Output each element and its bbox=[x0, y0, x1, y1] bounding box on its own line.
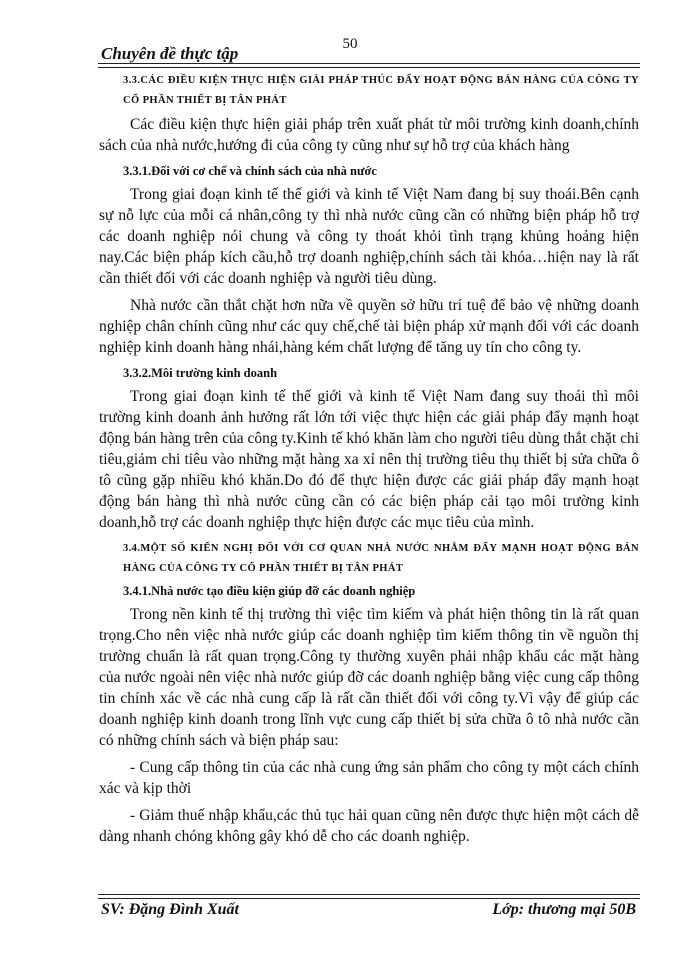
paragraph: Nhà nước cần thắt chặt hơn nữa về quyền sở hữu trí tuệ để bảo vệ những doanh nghiệp chân chính cũng như các quy chế,chế tài biện pháp xử mạnh đối với các doanh nghiệp kinh doanh hàng nhái,hàng kém chất lượng để tăng uy tín cho công ty. bbox=[99, 297, 639, 356]
footer-rule bbox=[98, 894, 640, 899]
paragraph: Các điều kiện thực hiện giải pháp trên xuất phát từ môi trường kinh doanh,chính sách của nhà nước,hướng đi của công ty cũng như sự hỗ trợ của khách hàng bbox=[99, 116, 639, 154]
paragraph: Trong giai đoạn kinh tế thế giới và kinh tế Việt Nam đang suy thoái thì môi trường kinh doanh ảnh hưởng rất lớn tới việc thực hiện các giải pháp đẩy mạnh hoạt động bán hàng trên của công ty.Kinh tế khó khăn làm cho người tiêu dùng thắt chặt chi tiêu,giảm chi tiêu vào những mặt hàng xa xỉ nên thị trường tiêu thụ thiết bị sửa chữa ô tô cũng gặp nhiều khó khăn.Do đó để thực hiện được các giải pháp đẩy mạnh hoạt động bán hàng thì nhà nước cũng cần có các biện pháp cải tạo môi trường kinh doanh,hỗ trợ các doanh nghiệp thực hiện được các mục tiêu của mình. bbox=[99, 388, 639, 531]
subheading-3-3-2: 3.3.2.Môi trường kinh doanh bbox=[123, 366, 278, 380]
paragraph: Trong giai đoạn kinh tế thế giới và kinh tế Việt Nam đang bị suy thoái.Bên cạnh sự nỗ lực của mỗi cá nhân,công ty thì nhà nước cũng cần có những biện pháp hỗ trợ các doanh nghiệp nói chung và công ty thoát khỏi tình trạng khủng hoảng hiện nay.Các biện pháp kích cầu,hỗ trợ doanh nghiệp,chính sách tài khóa…hiện nay là rất cần thiết đối với các doanh nghiệp và người tiêu dùng. bbox=[99, 186, 639, 287]
section-heading-3-4: 3.4.MỘT SỐ KIẾN NGHỊ ĐỐI VỚI CƠ QUAN NHÀ NƯỚC NHẰM ĐẨY MẠNH HOẠT ĐỘNG BÁN HÀNG CỦA CÔNG TY CỔ PHẦN THIẾT BỊ TÂN PHÁT bbox=[123, 543, 639, 574]
paragraph: Trong nền kinh tế thị trường thì việc tìm kiếm và phát hiện thông tin là rất quan trọng.Cho nên việc nhà nước giúp các doanh nghiệp tìm kiếm thông tin về nguồn thị trường chuẩn là rất quan trọng.Công ty thường xuyên phải nhập khẩu các mặt hàng của nước ngoài nên việc nhà nước giúp đỡ các doanh nghiệp bằng việc cung cấp thông tin chính xác về các nhà cung cấp là rất cần thiết đối với công ty.Vì vậy để giúp các doanh nghiệp kinh doanh trong lĩnh vực cung cấp thiết bị sửa chữa ô tô nhà nước cần có những chính sách và biện pháp sau: bbox=[99, 606, 639, 749]
header-title: Chuyên đề thực tập bbox=[101, 44, 239, 63]
list-item: - Giảm thuế nhập khẩu,các thủ tục hải quan cũng nên được thực hiện một cách dễ dàng nhanh chóng không gây khó dễ cho các doanh nghiệp. bbox=[99, 807, 639, 845]
footer-student: SV: Đặng Đình Xuất bbox=[101, 901, 239, 918]
subheading-3-3-1: 3.3.1.Đối với cơ chế và chính sách của nhà nước bbox=[123, 164, 377, 178]
page-number: 50 bbox=[342, 36, 358, 52]
section-heading-3-3: 3.3.CÁC ĐIỀU KIỆN THỰC HIỆN GIẢI PHÁP THÚC ĐẨY HOẠT ĐỘNG BÁN HÀNG CỦA CÔNG TY CỔ PHẦN THIẾT BỊ TÂN PHÁT bbox=[123, 75, 639, 106]
header-rule bbox=[98, 63, 640, 68]
subheading-3-4-1: 3.4.1.Nhà nước tạo điều kiện giúp đỡ các doanh nghiệp bbox=[123, 584, 416, 598]
list-item: - Cung cấp thông tin của các nhà cung ứng sản phẩm cho công ty một cách chính xác và kịp thời bbox=[99, 759, 639, 797]
footer-class: Lớp: thương mại 50B bbox=[492, 901, 636, 918]
document-body bbox=[99, 71, 639, 853]
